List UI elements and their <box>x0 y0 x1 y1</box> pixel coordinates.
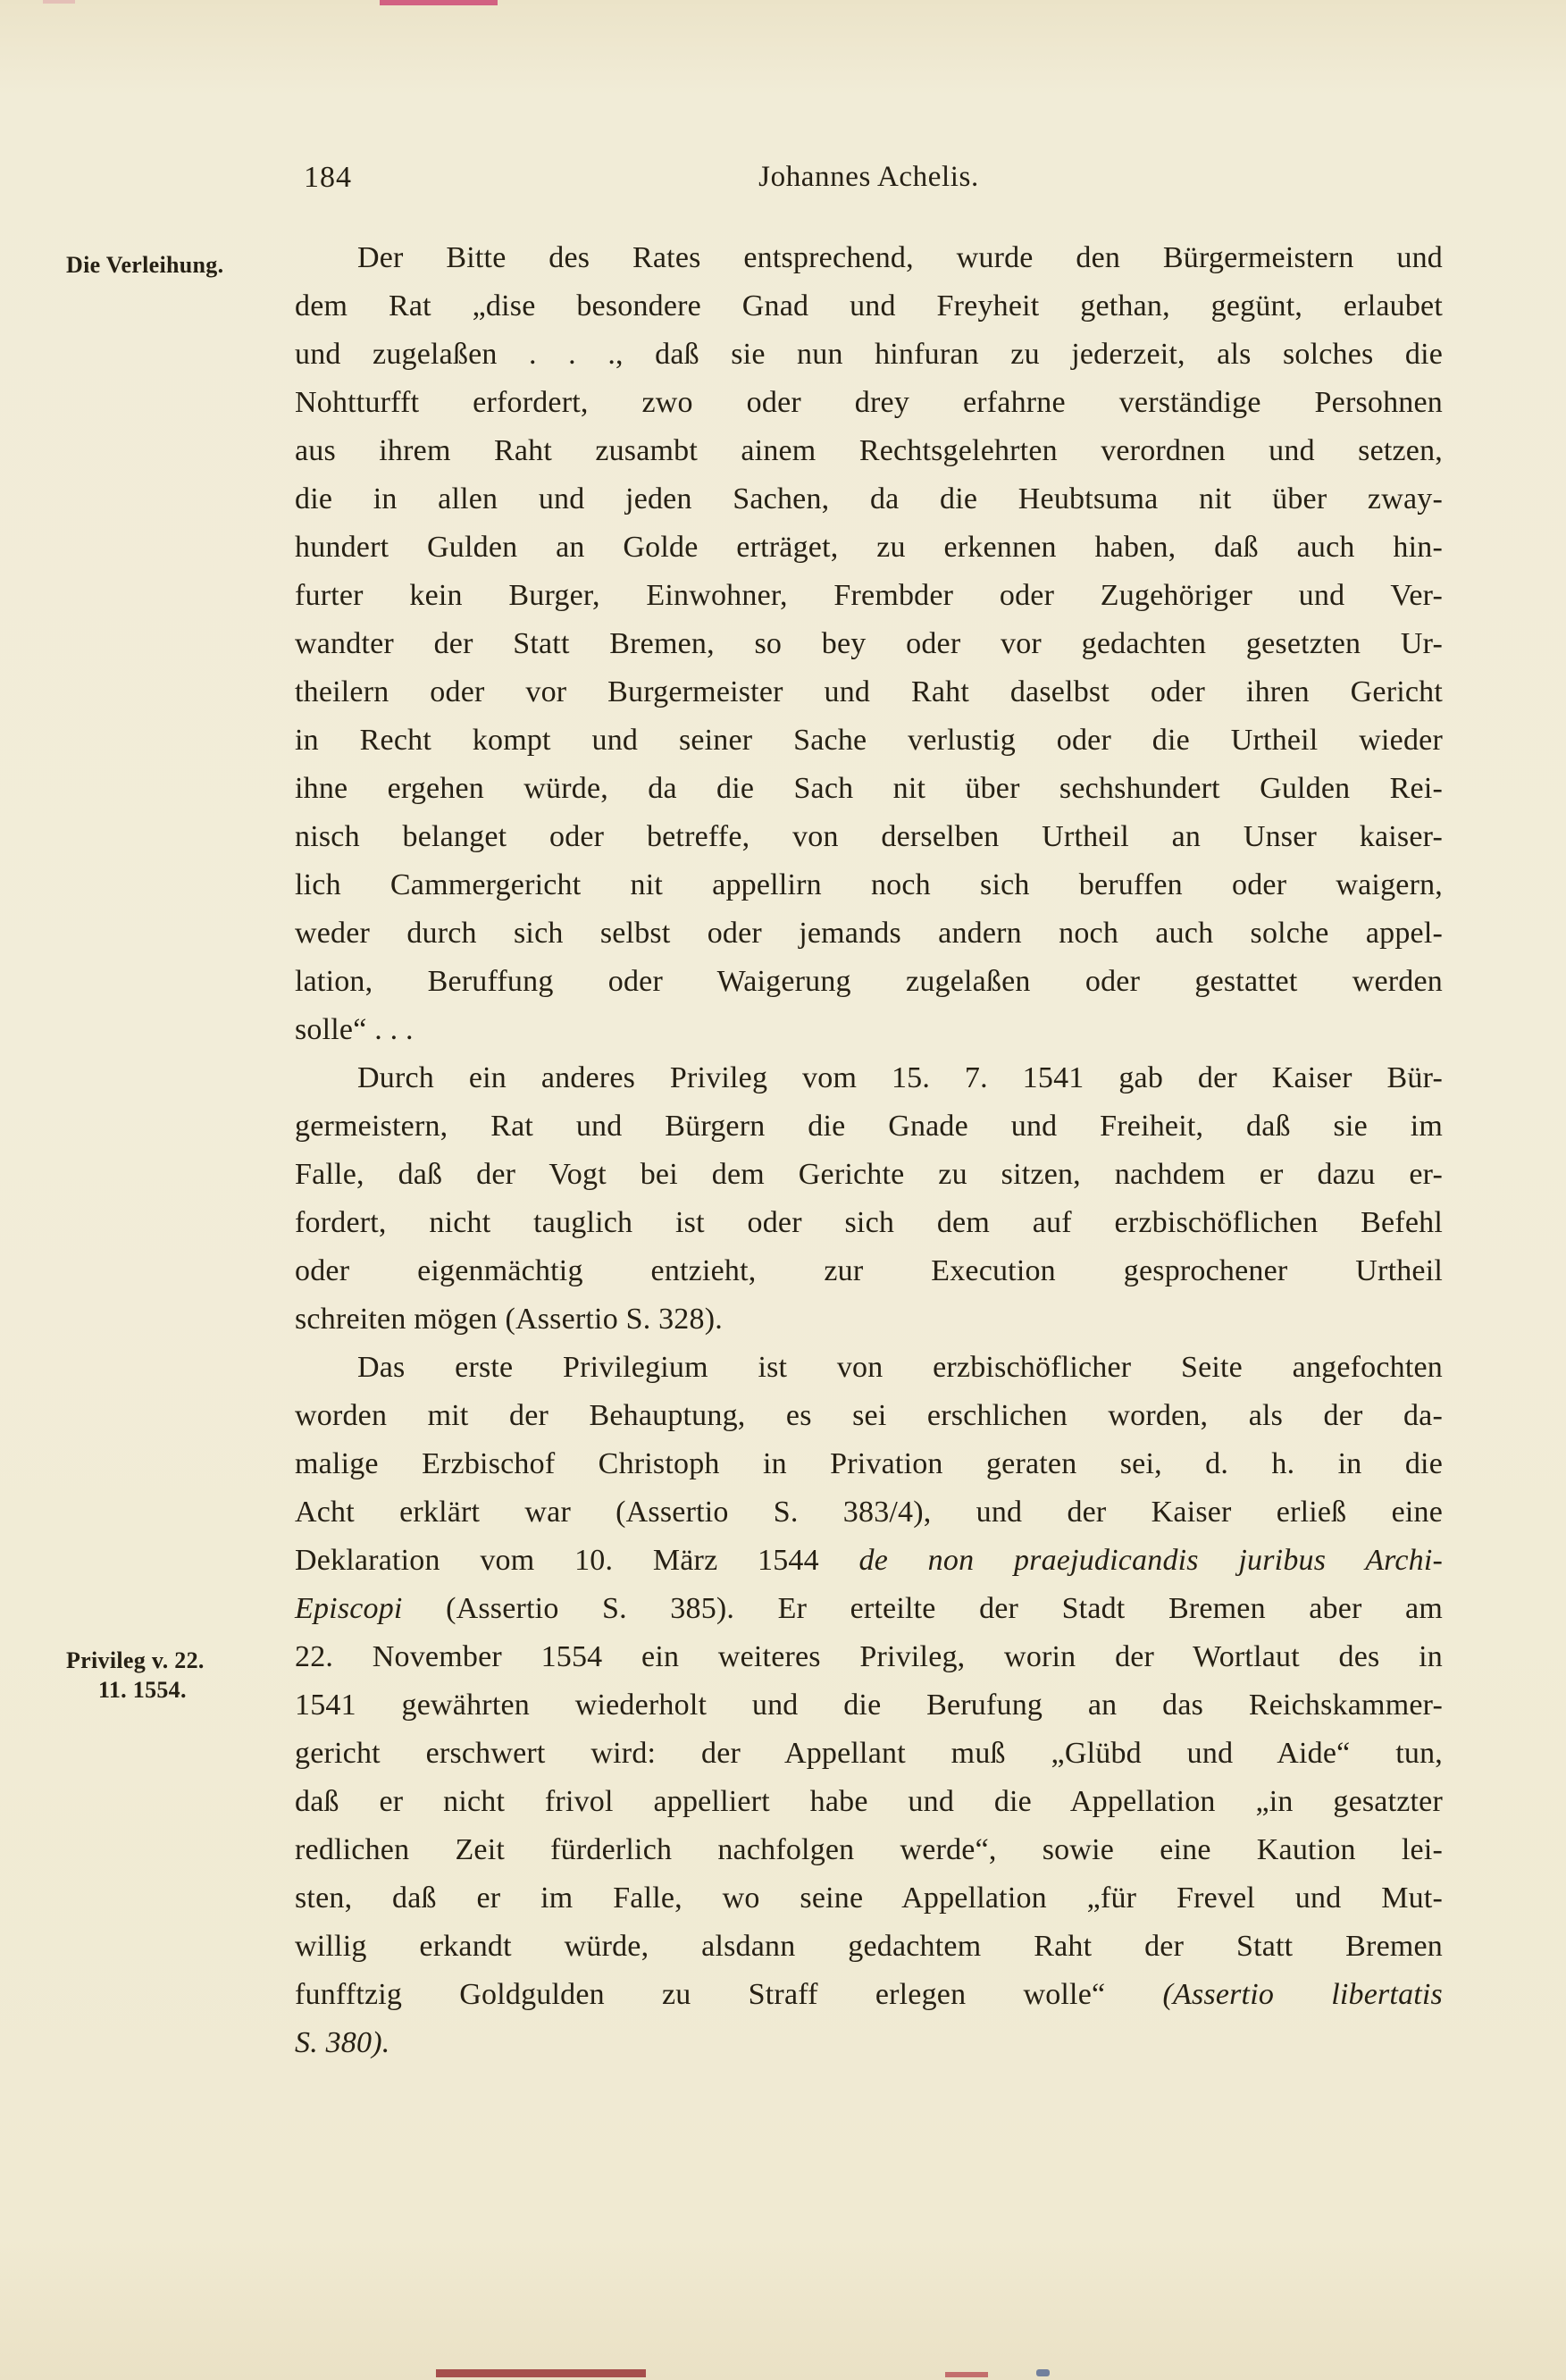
text-line <box>295 1730 1443 1778</box>
text-run: und zugelaßen . . ., daß sie nun hinfuran zu jederzeit, als solches die <box>295 338 1443 371</box>
text-line <box>295 668 1443 717</box>
text-run: in Recht kompt und seiner Sache verlustig oder die Urtheil wieder <box>295 724 1443 757</box>
text-run: redlichen Zeit fürderlich nachfolgen werde“, sowie eine Kaution lei- <box>295 1833 1443 1866</box>
text-run: Das erste Privilegium ist von erzbischöflicher Seite angefochten <box>357 1351 1443 1384</box>
text-run: malige Erzbischof Christoph in Privation geraten sei, d. h. in die <box>295 1447 1443 1480</box>
italic-text-run: (Assertio libertatis <box>1162 1978 1443 2011</box>
text-run: furter kein Burger, Einwohner, Frembder oder Zugehöriger und Ver- <box>295 579 1443 612</box>
text-line <box>295 958 1443 1006</box>
scan-artifact <box>1036 2369 1050 2376</box>
text-run: solle“ . . . <box>295 1013 414 1046</box>
text-line <box>295 379 1443 427</box>
text-run: funfftzig Goldgulden zu Straff erlegen wolle“ <box>295 1978 1163 2011</box>
text-run: sten, daß er im Falle, wo seine Appellation „für Frevel und Mut- <box>295 1881 1443 1915</box>
text-run: lation, Beruffung oder Waigerung zugelaßen oder gestattet werden <box>295 965 1443 998</box>
text-run: Falle, daß der Vogt bei dem Gerichte zu sitzen, nachdem er dazu er- <box>295 1158 1443 1191</box>
text-run: aus ihrem Raht zusambt ainem Rechtsgelehrten verordnen und setzen, <box>295 434 1443 467</box>
text-run: wandter der Statt Bremen, so bey oder vor gedachten gesetzten Ur- <box>295 627 1443 660</box>
text-line <box>295 2019 1443 2067</box>
text-line <box>295 1923 1443 1971</box>
text-line <box>295 1826 1443 1874</box>
text-run: fordert, nicht tauglich ist oder sich dem auf erzbischöflichen Befehl <box>295 1206 1443 1239</box>
text-run: 22. November 1554 ein weiteres Privileg, worin der Wortlaut des in <box>295 1640 1443 1673</box>
text-run: theilern oder vor Burgermeister und Raht daselbst oder ihren Gericht <box>295 675 1443 708</box>
scan-artifact <box>380 0 498 5</box>
text-line <box>295 1633 1443 1681</box>
text-line <box>295 1247 1443 1295</box>
text-run: die in allen und jeden Sachen, da die Heubtsuma nit über zway- <box>295 482 1443 515</box>
text-line <box>295 1874 1443 1923</box>
page-header <box>295 161 1443 200</box>
paragraph <box>295 1054 1443 1344</box>
text-run: willig erkandt würde, alsdann gedachtem Raht der Statt Bremen <box>295 1930 1443 1963</box>
text-line <box>295 524 1443 572</box>
text-run: dem Rat „dise besondere Gnad und Freyheit gethan, gegünt, erlaubet <box>295 289 1443 323</box>
text-run: (Assertio S. 385). Er erteilte der Stadt Bremen aber am <box>402 1592 1443 1625</box>
text-line <box>295 765 1443 813</box>
text-line <box>295 1585 1443 1633</box>
text-run: daß er nicht frivol appelliert habe und die Appellation „in gesatzter <box>295 1785 1443 1818</box>
italic-text-run: S. 380). <box>295 2026 390 2059</box>
text-line <box>295 717 1443 765</box>
text-line <box>295 1054 1443 1102</box>
text-line <box>295 1778 1443 1826</box>
paragraph <box>295 234 1443 1054</box>
text-run: oder eigenmächtig entzieht, zur Execution gesprochener Urtheil <box>295 1254 1443 1287</box>
margin-note-line: Privileg v. 22. <box>66 1647 205 1673</box>
text-run: worden mit der Behauptung, es sei erschlichen worden, als der da- <box>295 1399 1443 1432</box>
text-block <box>295 234 1443 2067</box>
text-line <box>295 234 1443 282</box>
margin-note-privileg <box>66 1646 291 1705</box>
text-line <box>295 427 1443 475</box>
scan-artifact <box>43 0 75 4</box>
text-line <box>295 1971 1443 2019</box>
text-run: Durch ein anderes Privileg vom 15. 7. 1541 gab der Kaiser Bür- <box>357 1061 1443 1094</box>
text-line <box>295 620 1443 668</box>
italic-text-run: Episcopi <box>295 1592 403 1625</box>
text-run: gericht erschwert wird: der Appellant muß „Glübd und Aide“ tun, <box>295 1737 1443 1770</box>
text-line <box>295 1151 1443 1199</box>
italic-text-run: de non praejudicandis juribus Archi- <box>858 1544 1443 1577</box>
text-run: 1541 gewährten wiederholt und die Berufung an das Reichskammer- <box>295 1689 1443 1722</box>
text-line <box>295 282 1443 331</box>
text-run: Acht erklärt war (Assertio S. 383/4), und der Kaiser erließ eine <box>295 1496 1443 1529</box>
text-run: germeistern, Rat und Bürgern die Gnade und Freiheit, daß sie im <box>295 1110 1443 1143</box>
text-run: schreiten mögen (Assertio S. 328). <box>295 1303 723 1336</box>
text-run: Deklaration vom 10. März 1544 <box>295 1544 859 1577</box>
text-line <box>295 1295 1443 1344</box>
text-run: hundert Gulden an Golde erträget, zu erkennen haben, daß auch hin- <box>295 531 1443 564</box>
text-run: weder durch sich selbst oder jemands andern noch auch solche appel- <box>295 917 1443 950</box>
text-line <box>295 1392 1443 1440</box>
text-line <box>295 331 1443 379</box>
text-line <box>295 813 1443 861</box>
text-line <box>295 1488 1443 1537</box>
running-header: Johannes Achelis. <box>758 161 979 193</box>
text-line <box>295 1006 1443 1054</box>
text-line <box>295 909 1443 958</box>
text-run: Nohtturfft erfordert, zwo oder drey erfahrne verständige Persohnen <box>295 386 1443 419</box>
text-run: lich Cammergericht nit appellirn noch sich beruffen oder waigern, <box>295 868 1443 901</box>
text-run: ihne ergehen würde, da die Sach nit über sechshundert Gulden Rei- <box>295 772 1443 805</box>
text-line <box>295 1102 1443 1151</box>
text-line <box>295 1344 1443 1392</box>
paragraph <box>295 1344 1443 2067</box>
page-number: 184 <box>304 161 352 194</box>
text-line <box>295 475 1443 524</box>
text-run: Der Bitte des Rates entsprechend, wurde den Bürgermeistern und <box>357 241 1443 274</box>
text-line <box>295 572 1443 620</box>
text-line <box>295 861 1443 909</box>
margin-note-line: 11. 1554. <box>98 1677 187 1703</box>
text-line <box>295 1537 1443 1585</box>
margin-note-die-verleihung: Die Verleihung. <box>66 252 224 278</box>
text-run: nisch belanget oder betreffe, von derselben Urtheil an Unser kaiser- <box>295 820 1443 853</box>
text-line <box>295 1440 1443 1488</box>
scan-artifact <box>436 2369 646 2377</box>
scan-artifact <box>945 2372 988 2377</box>
text-line <box>295 1199 1443 1247</box>
text-line <box>295 1681 1443 1730</box>
